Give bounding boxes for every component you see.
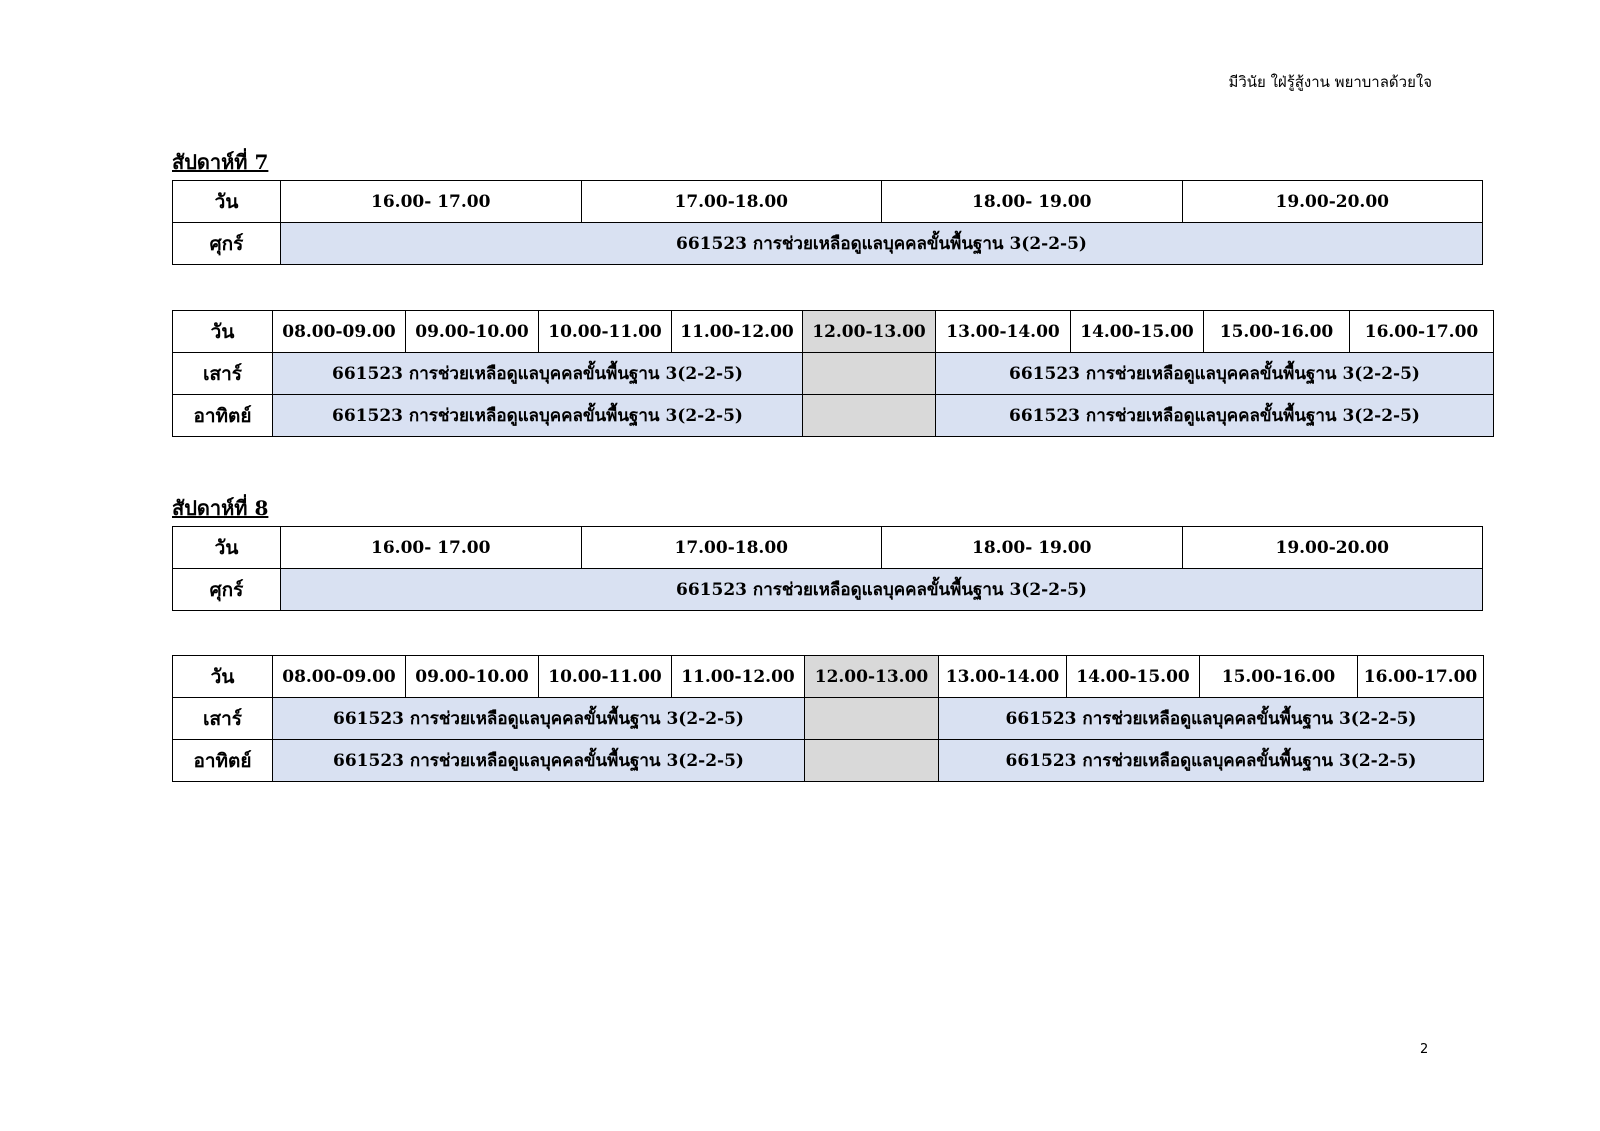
day-label: อาทิตย์ <box>173 740 273 782</box>
time-slot: 13.00-14.00 <box>939 656 1067 698</box>
day-label: ศุกร์ <box>173 223 281 265</box>
lunch-break-cell <box>805 698 939 740</box>
table-header-row <box>173 527 1483 569</box>
week-8-title: สัปดาห์ที่ 8 <box>172 496 269 520</box>
page-number: 2 <box>1420 1042 1429 1057</box>
week-8-evening-table <box>172 526 1483 611</box>
time-slot: 09.00-10.00 <box>406 311 539 353</box>
time-slot: 18.00- 19.00 <box>882 527 1183 569</box>
time-slot: 11.00-12.00 <box>672 311 803 353</box>
time-slot: 10.00-11.00 <box>539 656 672 698</box>
day-label: เสาร์ <box>173 353 273 395</box>
course-cell: 661523 การช่วยเหลือดูแลบุคคลขั้นพื้นฐาน 3(2-2-5) <box>281 223 1483 265</box>
time-slot: 16.00- 17.00 <box>281 181 582 223</box>
table-row <box>173 740 1484 782</box>
time-slot: 14.00-15.00 <box>1071 311 1204 353</box>
time-slot: 15.00-16.00 <box>1200 656 1358 698</box>
table-header-row <box>173 311 1494 353</box>
week-8-weekend-table <box>172 655 1484 782</box>
day-header: วัน <box>173 656 273 698</box>
course-cell-afternoon: 661523 การช่วยเหลือดูแลบุคคลขั้นพื้นฐาน 3(2-2-5) <box>936 353 1494 395</box>
time-slot: 16.00- 17.00 <box>281 527 582 569</box>
day-label: อาทิตย์ <box>173 395 273 437</box>
course-cell-afternoon: 661523 การช่วยเหลือดูแลบุคคลขั้นพื้นฐาน 3(2-2-5) <box>939 698 1484 740</box>
course-cell-morning: 661523 การช่วยเหลือดูแลบุคคลขั้นพื้นฐาน 3(2-2-5) <box>273 698 805 740</box>
time-slot: 16.00-17.00 <box>1358 656 1484 698</box>
week-7-evening-table <box>172 180 1483 265</box>
time-slot: 17.00-18.00 <box>581 527 882 569</box>
time-slot: 15.00-16.00 <box>1204 311 1350 353</box>
time-slot: 09.00-10.00 <box>406 656 539 698</box>
time-slot: 14.00-15.00 <box>1067 656 1200 698</box>
lunch-time-slot: 12.00-13.00 <box>803 311 936 353</box>
header-motto: มีวินัย ใฝ่รู้สู้งาน พยาบาลด้วยใจ <box>1228 73 1432 91</box>
course-cell-morning: 661523 การช่วยเหลือดูแลบุคคลขั้นพื้นฐาน 3(2-2-5) <box>273 740 805 782</box>
day-label: เสาร์ <box>173 698 273 740</box>
lunch-break-cell <box>803 353 936 395</box>
day-label: ศุกร์ <box>173 569 281 611</box>
lunch-time-slot: 12.00-13.00 <box>805 656 939 698</box>
table-header-row <box>173 181 1483 223</box>
time-slot: 10.00-11.00 <box>539 311 672 353</box>
time-slot: 16.00-17.00 <box>1350 311 1494 353</box>
course-cell-morning: 661523 การช่วยเหลือดูแลบุคคลขั้นพื้นฐาน 3(2-2-5) <box>273 353 803 395</box>
week-7-title: สัปดาห์ที่ 7 <box>172 150 269 174</box>
day-header: วัน <box>173 311 273 353</box>
time-slot: 18.00- 19.00 <box>882 181 1183 223</box>
time-slot: 17.00-18.00 <box>581 181 882 223</box>
table-row <box>173 353 1494 395</box>
time-slot: 08.00-09.00 <box>273 656 406 698</box>
time-slot: 19.00-20.00 <box>1182 527 1483 569</box>
table-row <box>173 569 1483 611</box>
time-slot: 11.00-12.00 <box>672 656 805 698</box>
week-7-weekend-table <box>172 310 1494 437</box>
lunch-break-cell <box>803 395 936 437</box>
table-row <box>173 698 1484 740</box>
table-row <box>173 223 1483 265</box>
course-cell-afternoon: 661523 การช่วยเหลือดูแลบุคคลขั้นพื้นฐาน 3(2-2-5) <box>939 740 1484 782</box>
time-slot: 08.00-09.00 <box>273 311 406 353</box>
course-cell: 661523 การช่วยเหลือดูแลบุคคลขั้นพื้นฐาน 3(2-2-5) <box>281 569 1483 611</box>
table-header-row <box>173 656 1484 698</box>
day-header: วัน <box>173 181 281 223</box>
time-slot: 13.00-14.00 <box>936 311 1071 353</box>
table-row <box>173 395 1494 437</box>
lunch-break-cell <box>805 740 939 782</box>
time-slot: 19.00-20.00 <box>1182 181 1483 223</box>
day-header: วัน <box>173 527 281 569</box>
course-cell-morning: 661523 การช่วยเหลือดูแลบุคคลขั้นพื้นฐาน 3(2-2-5) <box>273 395 803 437</box>
course-cell-afternoon: 661523 การช่วยเหลือดูแลบุคคลขั้นพื้นฐาน 3(2-2-5) <box>936 395 1494 437</box>
